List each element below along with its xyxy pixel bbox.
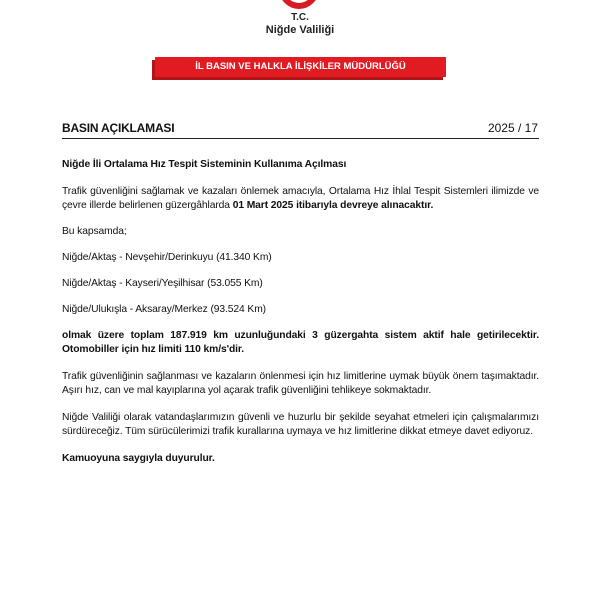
paragraph-1-text: Trafik güvenliğini sağlamak ve kazaları önlemek amacıyla, Ortalama Hız İhlal Tespit Sistemleri ilimizde ve çevre illerde belirlenen güzergâhlarda — [62, 186, 539, 211]
header-governorate: Niğde Valiliği — [265, 24, 335, 36]
governorate-emblem-icon — [279, 0, 319, 9]
document-body — [62, 158, 539, 466]
header-tc: T.C. — [291, 12, 309, 23]
document-type-title: BASIN AÇIKLAMASI — [62, 121, 175, 135]
route-item: Niğde/Ulukışla - Aksaray/Merkez (93.524 Km) — [62, 304, 267, 315]
department-banner: İL BASIN VE HALKLA İLİŞKİLER MÜDÜRLÜĞÜ — [155, 57, 446, 77]
paragraph-1 — [62, 185, 539, 213]
paragraph-4: Niğde Valiliği olarak vatandaşlarımızın güvenli ve huzurlu bir şekilde seyahat etmeleri için çalışmalarımızı sürdüreceğiz. Tüm sürücülerimizi trafik kurallarına uymaya ve hız limitlerine dikkat etmeye davet ediyoruz. — [62, 412, 539, 437]
paragraph-1-date: 01 Mart 2025 itibarıyla devreye alınacaktır. — [232, 200, 434, 211]
route-item: Niğde/Aktaş - Nevşehir/Derinkuyu (41.340 Km) — [62, 252, 272, 263]
intro-text: Bu kapsamda; — [62, 226, 127, 237]
header-divider — [62, 138, 539, 139]
document-number: 2025 / 17 — [487, 121, 538, 135]
document-subject: Niğde İli Ortalama Hız Tespit Sisteminin Kullanıma Açılması — [62, 159, 347, 170]
paragraph-3: Trafik güvenliğinin sağlanması ve kazaların önlenmesi için hız limitlerine uymak büyük önem taşımaktadır. Aşırı hız, can ve mal kayıplarına yol açarak trafik güvenliğini tehlikeye sokmaktadır. — [62, 371, 539, 396]
route-item: Niğde/Aktaş - Kayseri/Yeşilhisar (53.055 Km) — [62, 278, 263, 289]
summary-paragraph: olmak üzere toplam 187.919 km uzunluğundaki 3 güzergahta sistem aktif hale getirilecektir. Otomobiller için hız limiti 110 km/s'dir. — [62, 330, 539, 355]
closing-text: Kamuoyuna saygıyla duyurulur. — [62, 453, 215, 464]
